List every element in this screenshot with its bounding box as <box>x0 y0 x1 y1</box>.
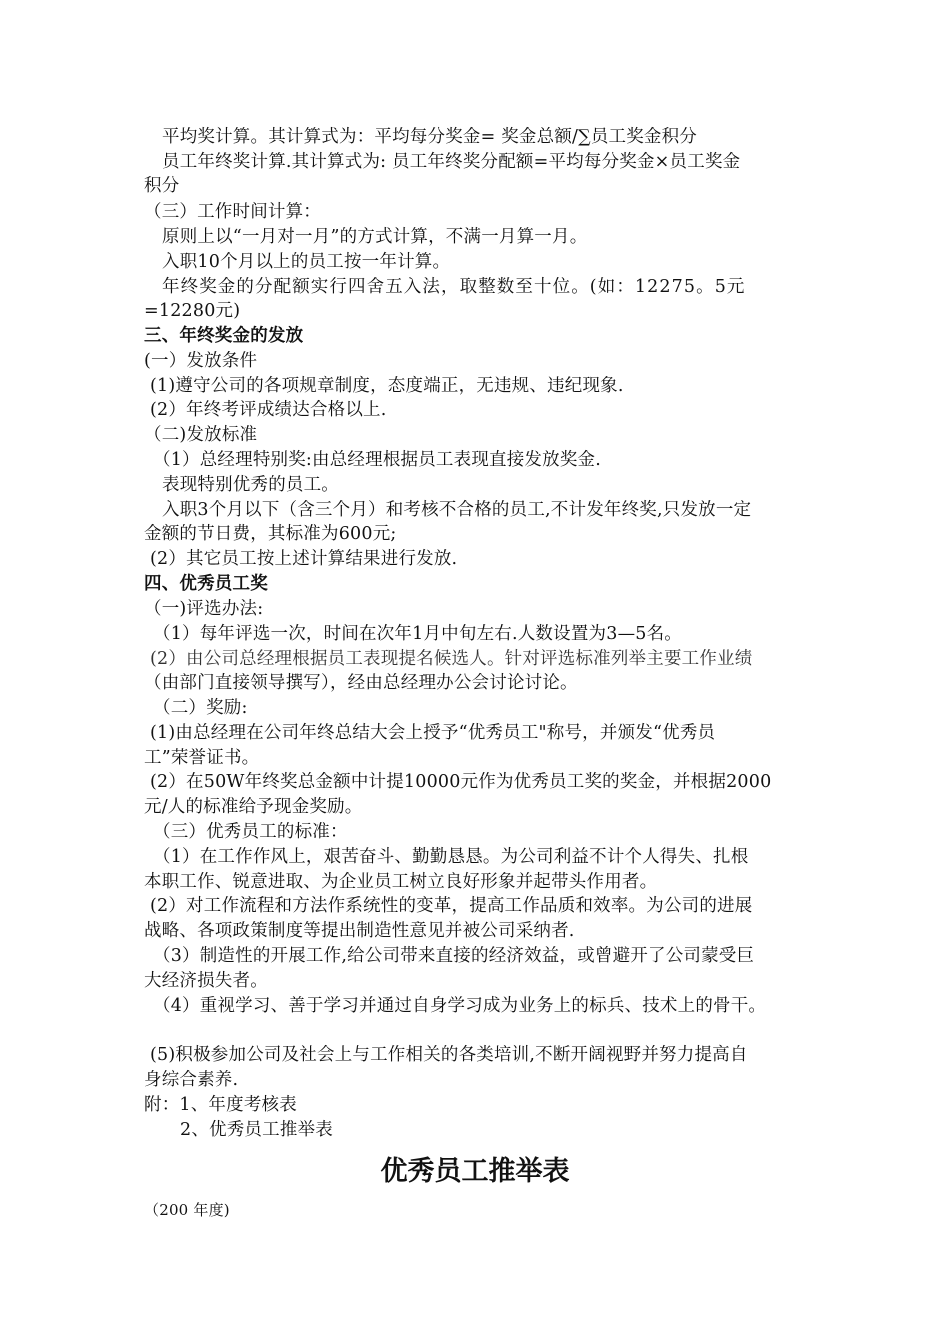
text-line: 金额的节日费，其标准为600元; <box>144 524 397 544</box>
text-line: (2）在50W年终奖总金额中计提10000元作为优秀员工奖的奖金，并根据2000 <box>150 772 772 792</box>
text-line: 积分 <box>144 176 180 196</box>
text-line: （三）优秀员工的标准： <box>153 822 348 842</box>
form-year: （200 年度) <box>144 1201 230 1219</box>
text-line: 工”荣誉证书。 <box>144 748 260 768</box>
text-line: （二)发放标准 <box>144 425 258 445</box>
text-line: 员工年终奖计算.其计算式为: 员工年终奖分配额=平均每分奖金×员工奖金 <box>162 152 741 172</box>
text-line: (5)积极参加公司及社会上与工作相关的各类培训,不断开阔视野并努力提高自 <box>150 1045 748 1065</box>
appendix-line: 附：1、年度考核表 <box>144 1095 297 1115</box>
text-line: 年终奖金的分配额实行四舍五入法，取整数至十位。(如：12275。5元 <box>162 277 746 297</box>
section-heading: 三、年终奖金的发放 <box>144 326 304 346</box>
text-line: （三）工作时间计算： <box>144 202 321 222</box>
text-line: (2）其它员工按上述计算结果进行发放. <box>150 549 458 569</box>
text-line: 身综合素养. <box>144 1070 239 1090</box>
text-line: 入职10个月以上的员工按一年计算。 <box>162 252 451 272</box>
section-heading: 四、优秀员工奖 <box>144 574 268 594</box>
appendix-line: 2、优秀员工推举表 <box>180 1120 333 1140</box>
text-line: 本职工作、锐意进取、为企业员工树立良好形象并起带头作用者。 <box>144 872 658 892</box>
text-line: (1)遵守公司的各项规章制度，态度端正，无违规、违纪现象. <box>150 376 624 396</box>
text-line: （1）在工作作风上，艰苦奋斗、勤勤恳恳。为公司利益不计个人得失、扎根 <box>153 847 749 867</box>
text-line: (2）由公司总经理根据员工表现提名候选人。针对评选标准列举主要工作业绩 <box>150 649 753 669</box>
text-line: （二）奖励: <box>153 698 248 718</box>
text-line: 入职3个月以下（含三个月）和考核不合格的员工,不计发年终奖,只发放一定 <box>162 500 752 520</box>
text-line: （1）每年评选一次，时间在次年1月中旬左右.人数设置为3—5名。 <box>153 624 682 644</box>
text-line: （一)评选办法: <box>144 599 264 619</box>
text-line: 战略、各项政策制度等提出制造性意见并被公司采纳者. <box>144 921 575 941</box>
form-title: 优秀员工推举表 <box>380 1156 570 1187</box>
text-line: (2）年终考评成绩达合格以上. <box>150 400 387 420</box>
text-line: 元/人的标准给予现金奖励。 <box>144 797 363 817</box>
text-line: （3）制造性的开展工作,给公司带来直接的经济效益，或曾避开了公司蒙受巨 <box>153 946 755 966</box>
text-line: (1)由总经理在公司年终总结大会上授予“优秀员工"称号，并颁发“优秀员 <box>150 723 716 743</box>
text-line: （由部门直接领导撰写），经由总经理办公会讨论讨论。 <box>144 673 578 693</box>
text-line: (2）对工作流程和方法作系统性的变革，提高工作品质和效率。为公司的进展 <box>150 896 753 916</box>
text-line: （1）总经理特别奖:由总经理根据员工表现直接发放奖金. <box>153 450 601 470</box>
text-line: =12280元) <box>144 301 241 321</box>
text-line: 大经济损失者。 <box>144 971 268 991</box>
text-line: 平均奖计算。其计算式为：平均每分奖金= 奖金总额/∑员工奖金积分 <box>162 127 698 147</box>
text-line: 原则上以“一月对一月”的方式计算，不满一月算一月。 <box>162 227 588 247</box>
text-line: （4）重视学习、善于学习并通过自身学习成为业务上的标兵、技术上的骨干。 <box>153 996 767 1016</box>
text-line: 表现特别优秀的员工。 <box>162 475 339 495</box>
text-line: (一）发放条件 <box>144 351 258 371</box>
